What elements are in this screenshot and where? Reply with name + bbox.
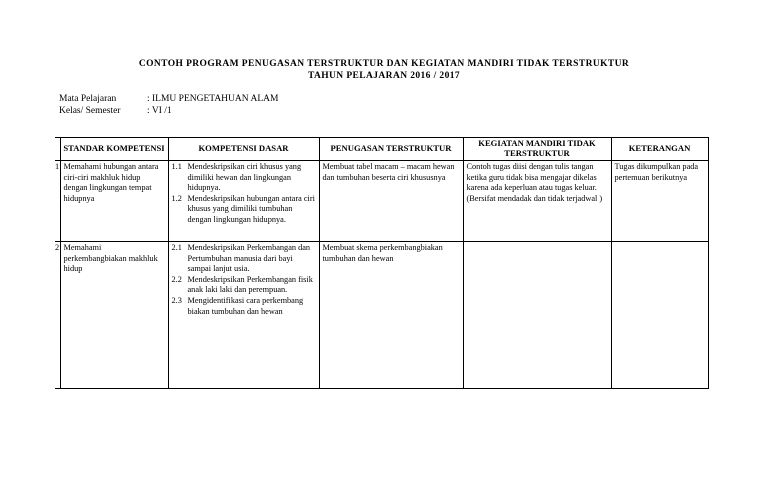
cell-kompetensi-dasar (168, 242, 319, 389)
kd-number: 2.1 (171, 243, 182, 252)
class-value: : VI /1 (147, 106, 172, 116)
kd-number: 2.2 (171, 274, 182, 284)
kd-text: Mengidentifikasi cara perkembang biakan tumbuhan dan hewan (187, 295, 304, 316)
cell-kegiatan-mandiri (463, 242, 611, 389)
header-standar-kompetensi: STANDAR KOMPETENSI (60, 138, 168, 161)
header-kompetensi-dasar: KOMPETENSI DASAR (168, 138, 319, 161)
kd-item (172, 275, 316, 296)
subject-row (59, 94, 278, 104)
class-row (59, 106, 172, 116)
cell-keterangan: Tugas dikumpulkan pada pertemuan berikutnya (611, 161, 708, 242)
cell-penugasan-terstruktur: Membuat tabel macam – macam hewan dan tumbuhan beserta ciri khususnya (319, 161, 463, 242)
kd-number: 1.2 (171, 193, 182, 203)
subject-value: : ILMU PENGETAHUAN ALAM (147, 94, 279, 104)
cell-keterangan (611, 242, 708, 389)
header-kegiatan-mandiri: KEGIATAN MANDIRI TIDAK TERSTRUKTUR (463, 138, 611, 161)
kd-item (172, 243, 316, 275)
document-title: CONTOH PROGRAM PENUGASAN TERSTRUKTUR DAN KEGIATAN MANDIRI TIDAK TERSTRUKTUR (138, 59, 630, 69)
row-number: 1 (55, 161, 60, 242)
row-number: 2 (55, 242, 60, 389)
header-penugasan-terstruktur: PENUGASAN TERSTRUKTUR (319, 138, 463, 161)
table-row (55, 242, 708, 389)
kd-text: Mendeskripsikan hubungan antara ciri khusus yang dimiliki tumbuhan dengan lingkungan hidupnya. (187, 193, 315, 224)
kd-number: 1.1 (171, 162, 182, 171)
class-label: Kelas/ Semester (59, 106, 121, 116)
kd-item (172, 194, 316, 226)
table-row (55, 161, 708, 242)
kd-text: Mendeskripsikan ciri khusus yang dimiliki hewan dan lingkungan hidupnya. (187, 162, 302, 193)
kd-text: Mendeskripsikan Perkembangan fisik anak laki laki dan perempuan. (187, 274, 313, 295)
cell-penugasan-terstruktur: Membuat skema perkembangbiakan tumbuhan dan hewan (319, 242, 463, 389)
cell-standar-kompetensi: Memahami perkembangbiakan makhluk hidup (60, 242, 168, 389)
kd-item (172, 296, 316, 317)
cell-standar-kompetensi: Memahami hubungan antara ciri-ciri makhluk hidup dengan lingkungan tempat hidupnya (60, 161, 168, 242)
table-header-row (55, 138, 708, 161)
kd-text: Mendeskripsikan Perkembangan dan Pertumbuhan manusia dari bayi sampai lanjut usia. (187, 243, 311, 274)
cell-kompetensi-dasar (168, 161, 319, 242)
cell-kegiatan-mandiri: Contoh tugas diisi dengan tulis tangan ketika guru tidak bisa mengajar dikelas karena ada keperluan atau tugas keluar. (Bersifat mendadak dan tidak terjadwal ) (463, 161, 611, 242)
subject-label: Mata Pelajaran (59, 94, 117, 104)
header-keterangan: KETERANGAN (611, 138, 708, 161)
document-subtitle-year: TAHUN PELAJARAN 2016 / 2017 (307, 71, 461, 81)
kd-number: 2.3 (171, 295, 182, 305)
assignment-table (55, 137, 709, 389)
kd-item (172, 162, 316, 194)
